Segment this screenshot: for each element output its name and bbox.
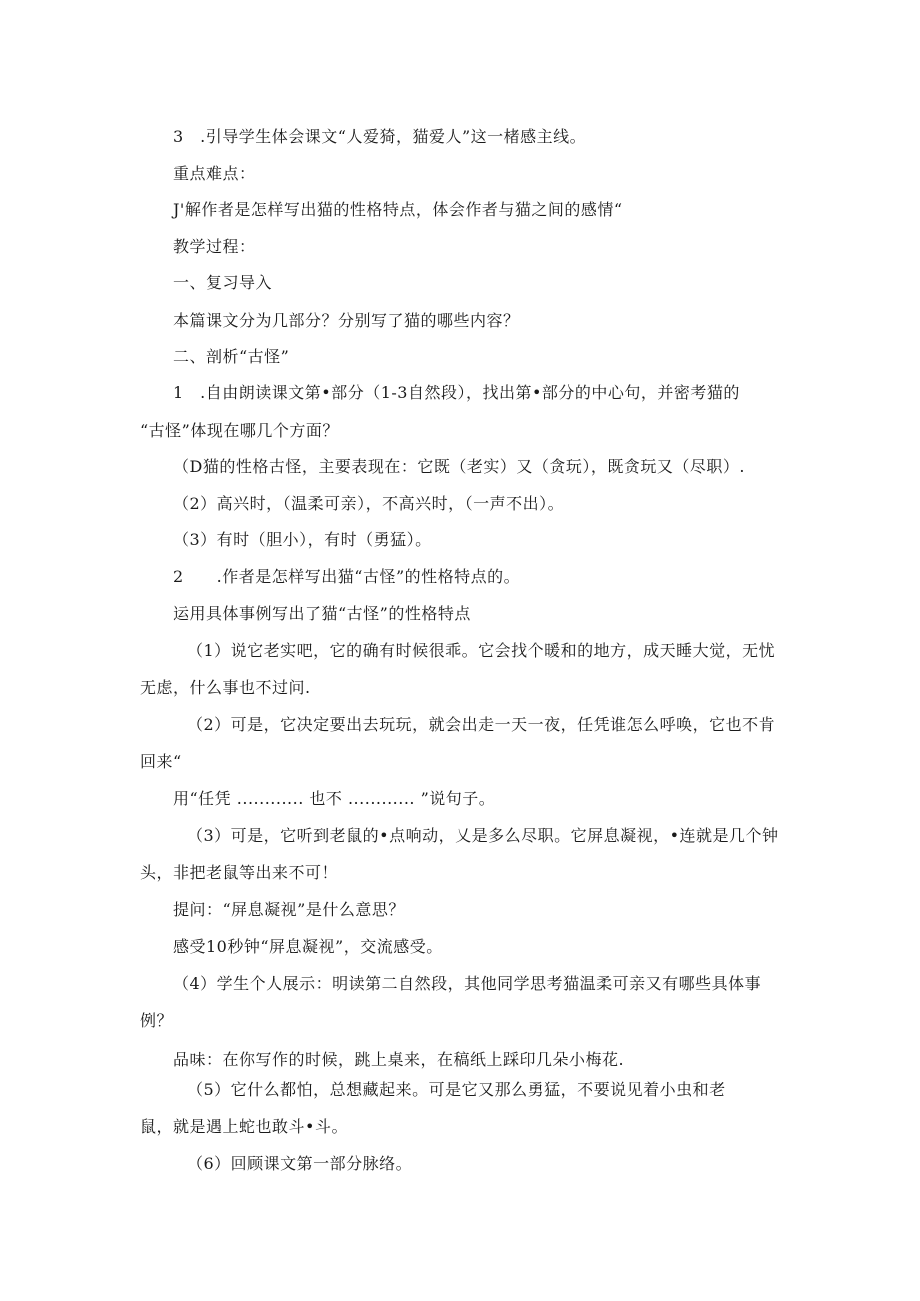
section-1-heading: 一、复习导入 bbox=[173, 273, 273, 292]
step-2: 2 .作者是怎样写出猫“古怪”的性格特点的。 bbox=[173, 567, 521, 586]
feel-activity: 感受10秒钟“屏息凝视”，交流感受。 bbox=[173, 937, 443, 956]
step-1-line-2: “古怪”体现在哪几个方面？ bbox=[140, 421, 339, 440]
example-3-line-2: 头，非把老鼠等出来不可！ bbox=[140, 863, 339, 882]
key-difficulty-heading: 重点难点： bbox=[173, 164, 256, 183]
answer-2: （2）高兴时，（温柔可亲），不高兴时，（一声不出）。 bbox=[173, 494, 565, 513]
answer-3: （3）有时（胆小），有时（勇猛）。 bbox=[173, 530, 432, 549]
example-1-line-2: 无虑，什么事也不过问. bbox=[140, 678, 311, 697]
example-1-line-1: （1）说它老实吧，它的确有时候很乖。它会找个暖和的地方，成天睡大觉，无忧 bbox=[187, 641, 776, 660]
key-difficulty-text: J'解作者是怎样写出猫的性格特点，体会作者与猫之间的感情“ bbox=[173, 200, 623, 219]
example-5-line-1: （5）它什么都怕，总想藏起来。可是它又那么勇猛，不要说见着小虫和老 bbox=[187, 1080, 726, 1099]
example-4-line-1: （4）学生个人展示：明读第二自然段，其他同学思考猫温柔可亲又有哪些具体事 bbox=[173, 974, 762, 993]
example-2-line-2: 回来“ bbox=[140, 752, 182, 771]
teaching-process-heading: 教学过程： bbox=[173, 237, 256, 256]
sentence-exercise: 用“任凭 ............ 也不 ............ ”说句子。 bbox=[173, 789, 496, 808]
section-1-question: 本篇课文分为几部分？分别写了猫的哪些内容？ bbox=[173, 311, 520, 330]
example-3-line-1: （3）可是，它听到老鼠的•点响动，乂是多么尽职。它屏息凝视，•连就是几个钟 bbox=[187, 826, 779, 845]
answer-1: （D猫的性格古怪，主要表现在：它既（老实）又（贪玩），既贪玩又（尽职）. bbox=[173, 457, 745, 476]
example-5-line-2: 鼠，就是遇上蛇也敢斗•斗。 bbox=[140, 1117, 348, 1136]
step-1-line-1: 1 .自由朗读课文第•部分（1-3自然段），找出第•部分的中心句，并密考猫的 bbox=[173, 383, 740, 402]
example-6: （6）回顾课文第一部分脉络。 bbox=[187, 1154, 413, 1173]
question-prompt: 提问：“屏息凝视”是什么意思？ bbox=[173, 900, 405, 919]
objective-3: 3 .引导学生体会课文“人爱猗，猫爱人”这一楮感主线。 bbox=[173, 127, 587, 146]
example-4-line-2: 例？ bbox=[140, 1011, 174, 1030]
appreciation-line: 品味：在你写作的时候，跳上桌来，在稿纸上踩印几朵小梅花. bbox=[173, 1050, 625, 1069]
step-2-summary: 运用具体事例写出了猫“古怪”的性格特点 bbox=[173, 604, 471, 623]
example-2-line-1: （2）可是，它决定要出去玩玩，就会出走一天一夜，任凭谁怎么呼唤，它也不肯 bbox=[187, 715, 776, 734]
section-2-heading: 二、剖析“古怪” bbox=[173, 347, 290, 366]
